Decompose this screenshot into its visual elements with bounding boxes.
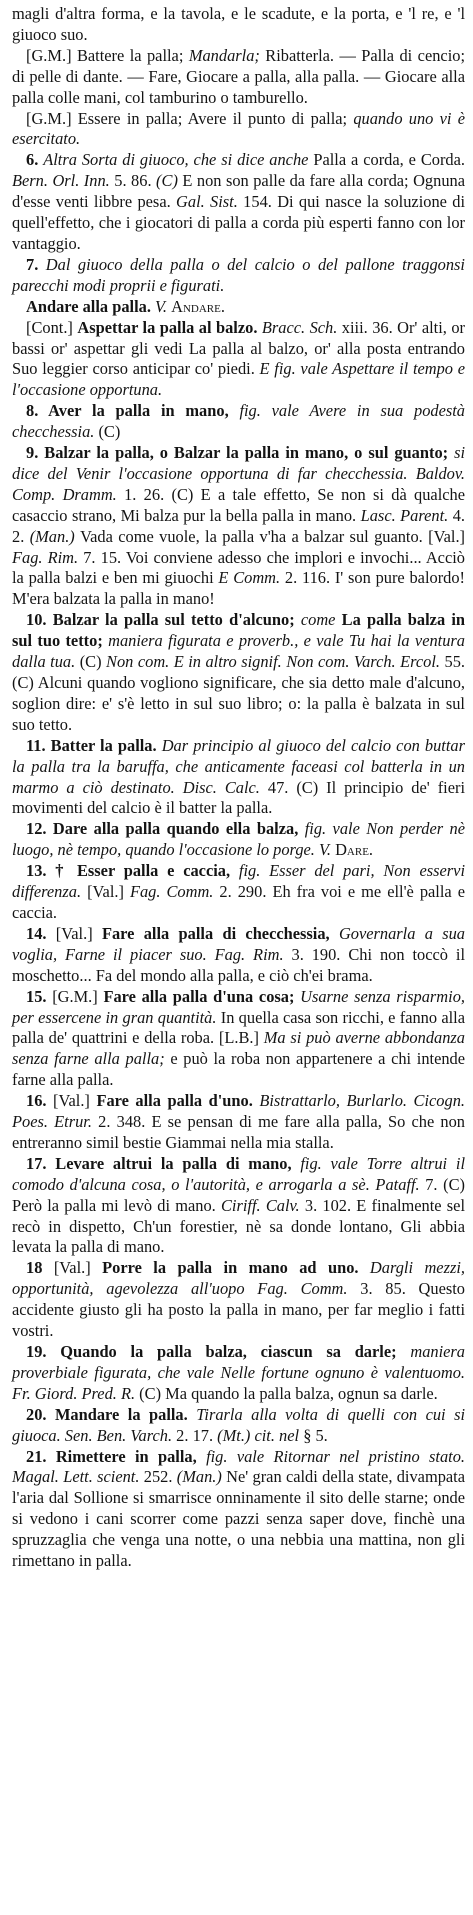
entry-text-segment: 154. Di qui nasce la soluzione di quell'effetto, che i giocatori di palla a corda più esperti fanno con lor vantaggio.: [12, 192, 465, 253]
entry-text-segment: Altra Sorta di giuoco, che si dice anche: [43, 150, 314, 170]
dictionary-entry-e10: [12, 610, 465, 735]
entry-text-segment: Fare alla palla di checchessia,: [101, 923, 339, 943]
entry-text-segment: fig. Esser del pari, Non esservi differenza.: [12, 861, 465, 902]
entry-text-segment: E non son palle da fare alla corda; Ognuna d'esse venti libbre pesa.: [12, 171, 465, 212]
dictionary-entry-andare: [12, 297, 465, 318]
entry-text-segment: 55. (C) Alcuni quando vogliono significare, che sia detto male d'alcuno, soglion dire: e' s'è letto in sul suo libro; o: la palla è balzata in sul suo tetto.: [12, 652, 466, 734]
entry-text-segment: (Man.): [29, 526, 81, 546]
entry-text-segment: Bern. Orl. Inn.: [12, 171, 115, 191]
entry-text-segment: fig. vale Avere in sua podestà checchessia.: [12, 401, 465, 442]
entry-text-segment: Vada come vuole, la palla v'ha a balzar sul guanto. [Val.]: [80, 526, 466, 546]
dictionary-entry-e8: [12, 401, 465, 443]
entry-text-segment: 9. Balzar la palla, o Balzar la palla in mano, o sul guanto;: [26, 443, 455, 463]
entry-text-segment: 12. Dare alla palla quando ella balza,: [26, 819, 305, 839]
entry-text-segment: 7.: [26, 254, 46, 274]
entry-text-segment: Fag. Rim.: [12, 547, 84, 567]
entry-text-segment: fig. vale Torre altrui il comodo d'alcuna cosa, o l'autorità, e arrogarla a sè. Pataff.: [12, 1153, 466, 1194]
entry-text-segment: 10. Balzar la palla sul tetto d'alcuno;: [26, 610, 301, 630]
entry-text-segment: fig. vale Non perder nè luogo, nè tempo, quando l'occasione lo porge. V.: [12, 819, 465, 860]
entry-text-segment: xiii. 36. Or' alti, or bassi or' aspettar gli vedi La palla al balzo, or' alla posta entrando Suo leggier corso anticipar co' piedi.: [12, 317, 465, 379]
entry-text-segment: 4. 2.: [12, 505, 466, 546]
entry-text-segment: Dal giuoco della palla o del calcio o del pallone traggonsi parecchi modi proprii e figurati.: [12, 254, 465, 295]
dictionary-entry-e17: [12, 1154, 465, 1259]
entry-text-segment: E Comm.: [218, 568, 285, 588]
entry-text-segment: [Val.]: [53, 1258, 103, 1278]
entry-text-segment: Fare alla palla d'uno.: [96, 1091, 260, 1111]
dictionary-entry-e13: [12, 861, 465, 924]
entry-text-segment: 2. 116. I' son pure balordo! M'era balzata la palla in mano!: [12, 568, 466, 609]
entry-text-segment: Dar principio al giuoco del calcio con buttar la palla tra la baruffa, che anticamente faceasi col batterla in un marmo a ciò destinato. Disc. Calc.: [12, 735, 465, 797]
dictionary-entry-e15: [12, 987, 465, 1092]
entry-text-segment: Governarla a sua voglia, Farne il piacer suo. Fag. Rim.: [12, 923, 465, 964]
entry-text-segment: Gal. Sist.: [176, 192, 244, 212]
dictionary-entry-e20: [12, 1405, 465, 1447]
dictionary-entry-e7: [12, 255, 465, 297]
entry-text-segment: Bracc. Sch.: [261, 317, 342, 337]
entry-text-segment: e può la roba non appartenere a chi intende farne alla palla.: [12, 1049, 466, 1090]
entry-text-segment: V.: [155, 296, 172, 316]
entry-text-segment: magli d'altra forma, e la tavola, e le scadute, e la porta, e 'l re, e 'l giuoco suo.: [12, 4, 465, 44]
entry-text-segment: 20. Mandare la palla.: [26, 1404, 197, 1424]
entry-text-segment: 3. 102. E finalmente sel recò in dispetto, Ch'un forestier, nè sa donde lontano, Gli abbia levata la palla di mano.: [12, 1195, 465, 1257]
entry-text-segment: 16.: [26, 1091, 54, 1111]
dictionary-entry-gm-essere: [12, 109, 465, 151]
entry-text-segment: 21. Rimettere in palla,: [26, 1446, 207, 1466]
entry-text-segment: (C): [79, 652, 107, 672]
entry-text-segment: [G.M.]: [52, 986, 104, 1006]
entry-text-segment: (Man.): [176, 1467, 227, 1487]
dictionary-entry-e9: [12, 443, 465, 610]
entry-text-segment: 14.: [26, 923, 56, 943]
entry-text-segment: maniera proverbiale figurata, che vale Nelle fortune ognuno è valentuomo. Fr. Giord. Pred. R.: [12, 1342, 465, 1403]
entry-text-segment: (C): [156, 171, 183, 191]
entry-text-segment: Fag. Comm.: [129, 882, 220, 902]
entry-text-segment: Andare alla palla.: [26, 296, 156, 316]
entry-text-segment: (Mt.) cit. nel: [217, 1425, 304, 1445]
entry-text-segment: [Val.]: [87, 882, 130, 902]
entry-text-segment: Fare alla palla d'una cosa;: [103, 986, 301, 1006]
entry-text-segment: maniera figurata e proverb., e vale Tu hai la ventura dalla tua.: [12, 631, 465, 672]
entry-text-segment: 19. Quando la palla balza, ciascun sa darle;: [26, 1342, 411, 1361]
entry-text-segment: 7. (C) Però la palla mi levò di mano.: [12, 1174, 466, 1215]
entry-text-segment: Mandarla;: [188, 45, 266, 65]
entry-text-segment: 3. 85. Questo accidente giusto gli ha posto la palla in mano, per far meglio i fatti vostri.: [12, 1279, 465, 1341]
entry-text-segment: La palla balza in sul tuo tetto;: [12, 610, 466, 651]
entry-text-segment: Lasc. Parent.: [360, 505, 453, 525]
dictionary-entry-e16: [12, 1091, 465, 1154]
entry-text-segment: 2. 290. Eh fra voi e me ell'è palla e caccia.: [12, 882, 465, 922]
dictionary-entry-e12: [12, 819, 465, 861]
dictionary-entry-e11: [12, 736, 465, 820]
entry-text-segment: E fig. vale Aspettare il tempo e l'occasione opportuna.: [12, 359, 466, 400]
entry-text-segment: Usarne senza risparmio, per essercene in gran quantità.: [12, 986, 465, 1027]
entry-text-segment: Ribatterla. — Palla di cencio; di pelle di dante. — Fare, Giocare a palla, alla palla. — Giocare alla palla colle mani, col tamburino o tamburello.: [12, 45, 465, 107]
entry-text-segment: Ma si può averne abbondanza senza farne alla palla;: [12, 1028, 465, 1069]
entry-text-segment: Dare.: [335, 840, 374, 860]
entry-text-segment: 252.: [143, 1467, 177, 1487]
entry-text-segment: 5. 86.: [114, 171, 157, 191]
entry-text-segment: 13. † Esser palla e caccia,: [26, 861, 239, 881]
dictionary-entry-e14: [12, 924, 465, 987]
entry-text-segment: Dargli mezzi, opportunità, agevolezza all'uopo Fag. Comm.: [12, 1258, 465, 1299]
entry-text-segment: [G.M.] Essere in palla; Avere il punto di palla;: [26, 108, 354, 128]
entry-text-segment: Ciriff. Calv.: [220, 1195, 305, 1215]
entry-text-segment: Ne' gran caldi della state, divampata l'aria dal Sollione si smarrisce onninamente il sito delle starne; onde si vedono i cani scorrer come pazzi senza saper dove, finchè una spruzzaglia che venga una notte, o una nebbia una mattina, non gli rimettano in palla.: [12, 1467, 466, 1571]
entry-text-segment: 6.: [26, 150, 44, 170]
entry-text-segment: 1. 26. (C) E a tale effetto, Se non si dà qualche casaccio strano, Mi balza pur la bella palla in mano.: [12, 484, 465, 525]
dictionary-entry-gm-battere: [12, 46, 465, 109]
dictionary-entry-e21: [12, 1447, 465, 1572]
dictionary-entry-e19: [12, 1342, 465, 1405]
entry-text-segment: 2. 348. E se pensan di me fare alla palla, So che non entreranno simil bestie Giammai nella mia stalla.: [12, 1112, 466, 1152]
entry-text-segment: Aspettar la palla al balzo.: [77, 317, 262, 337]
entry-text-segment: Non com. E in altro signif. Non com. Varch. Ercol.: [106, 652, 445, 672]
entry-text-segment: si dice del Venir l'occasione opportuna di far checchessia. Baldov. Comp. Dramm.: [12, 443, 465, 504]
entry-text-segment: quando uno vi è esercitato.: [12, 108, 465, 149]
entry-text-segment: (C) Ma quando la palla balza, ognun sa darle.: [139, 1383, 438, 1403]
entry-text-segment: [Cont.]: [26, 317, 78, 337]
entry-text-segment: Tirarla alla volta di quelli con cui si giuoca. Sen. Ben. Varch.: [12, 1404, 466, 1445]
dictionary-entry-e6: [12, 150, 465, 255]
entry-text-segment: [G.M.] Battere la palla;: [26, 45, 189, 65]
entry-text-segment: 2. 17.: [176, 1425, 218, 1445]
entry-text-segment: 47. (C) Il principio de' fieri movimenti del calcio è il batter la palla.: [12, 777, 465, 818]
entry-text-segment: In quella casa son ricchi, e fanno alla palla de' quattrini e della roba. [L.B.]: [12, 1007, 465, 1048]
entry-text-segment: 8. Aver la palla in mano,: [26, 401, 240, 421]
entry-text-segment: fig. vale Ritornar nel pristino stato. Magal. Lett. scient.: [12, 1446, 466, 1487]
entry-text-segment: 3. 190. Chi non toccò il moschetto... Fa del mondo alla palla, e ciò ch'ei brama.: [12, 944, 466, 985]
dictionary-entry-cont: [12, 4, 465, 46]
entry-text-segment: 15.: [26, 986, 53, 1006]
entry-text-segment: 18: [26, 1258, 54, 1278]
entry-text-segment: § 5.: [303, 1425, 328, 1445]
entry-text-segment: Bistrattarlo, Burlarlo. Cicogn. Poes. Etrur.: [12, 1091, 465, 1132]
entry-text-segment: Porre la palla in mano ad uno.: [102, 1258, 370, 1278]
entry-text-segment: Palla a corda, e Corda.: [313, 150, 465, 170]
entry-text-segment: [Val.]: [53, 1091, 97, 1111]
entry-text-segment: (C): [98, 422, 121, 442]
entry-text-segment: 17. Levare altrui la palla di mano,: [26, 1153, 301, 1173]
entry-text-segment: 11. Batter la palla.: [26, 735, 162, 755]
entry-text-segment: come: [300, 610, 342, 630]
entry-text-segment: 7. 15. Voi conviene adesso che implori e invochi... Acciò la palla balzi e ben mi giuochi: [12, 547, 465, 588]
entry-text-segment: [Val.]: [55, 923, 102, 943]
dictionary-entry-e18: [12, 1258, 465, 1342]
dictionary-entry-cont-aspettar: [12, 318, 465, 402]
entry-text-segment: Andare.: [171, 296, 225, 316]
